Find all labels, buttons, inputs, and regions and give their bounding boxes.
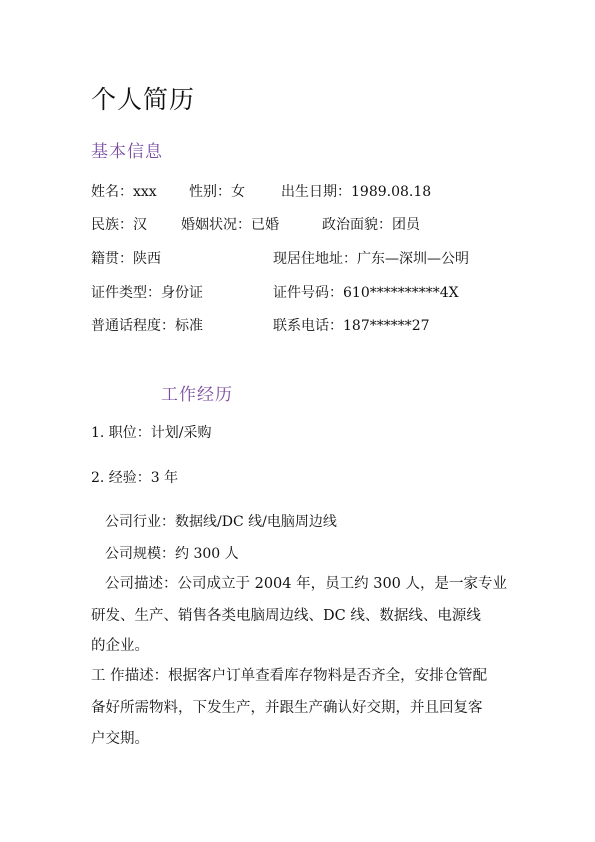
gender-field: 性别：女 [189,184,245,200]
political-status-field: 政治面貌：团员 [322,217,420,233]
id-type-field: 证件类型：身份证 [91,285,203,301]
job-description-line-2: 备好所需物料，下发生产，并跟生产确认好交期，并且回复客 [91,700,483,716]
birth-date-field: 出生日期：1989.08.18 [281,184,432,200]
position-field: 1. 职位：计划/采购 [91,425,212,441]
basic-info-heading: 基本信息 [91,142,163,162]
work-experience-heading: 工作经历 [161,385,233,405]
marital-status-field: 婚姻状况：已婚 [181,217,279,233]
company-scale-field: 公司规模：约 300 人 [105,546,239,562]
current-address-field: 现居住地址：广东—深圳—公明 [273,251,469,267]
phone-field: 联系电话：187******27 [273,318,430,334]
native-place-field: 籍贯：陕西 [91,251,161,267]
company-industry-field: 公司行业：数据线/DC 线/电脑周边线 [105,514,337,530]
mandarin-level-field: 普通话程度：标准 [91,318,203,334]
page-title: 个人简历 [91,85,196,114]
name-field: 姓名：xxx [91,184,157,200]
company-description-line-1: 公司描述：公司成立于 2004 年，员工约 300 人，是一家专业 [105,576,508,592]
job-description-line-1: 工 作描述：根据客户订单查看库存物料是否齐全，安排仓管配 [91,668,488,684]
id-number-field: 证件号码：610**********4X [273,285,459,301]
experience-field: 2. 经验：3 年 [91,470,179,486]
ethnicity-field: 民族：汉 [91,217,147,233]
company-description-line-2: 研发、生产、销售各类电脑周边线、DC 线、数据线、电源线 [91,608,481,624]
job-description-line-3: 户交期。 [91,731,149,747]
company-description-line-3: 的企业。 [91,638,149,654]
